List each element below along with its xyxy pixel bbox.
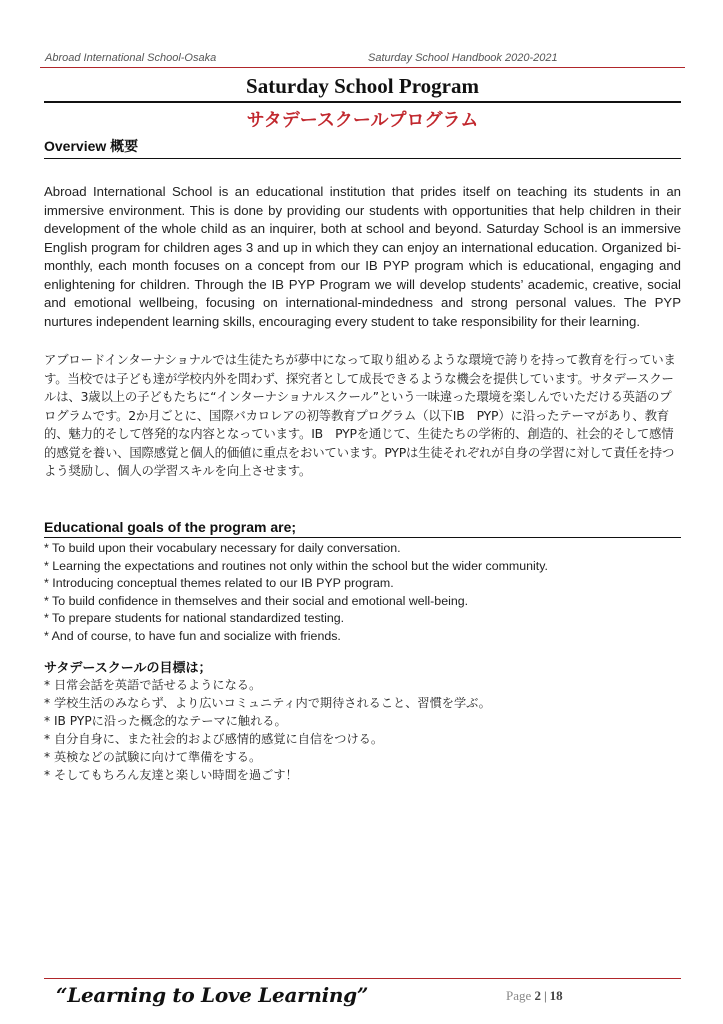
header-divider (40, 67, 685, 68)
overview-heading: Overview 概要 (44, 136, 681, 159)
goals-heading-japanese: サタデースクールの目標は； (44, 661, 212, 676)
header-school-name: Abroad International School-Osaka (45, 52, 217, 64)
goals-list (44, 540, 681, 646)
footer-divider (44, 978, 681, 979)
goal-item: * Learning the expectations and routines not only within the school but the wider community. (44, 558, 548, 573)
goal-item: * Introducing conceptual themes related to our IB PYP program. (44, 576, 394, 591)
goals-list-japanese (44, 676, 681, 784)
goal-item-japanese: * 学校生活のみならず、より広いコミュニティ内で期待されること、習慣を学ぶ。 (44, 696, 491, 710)
overview-paragraph-english: Abroad International School is an educational institution that prides itself on teaching its students in an immersive environment. This is done by providing our students with opportunities that help children in their development of the whole child as an inquirer, both at school and beyond. Saturday School is an immersive English program for children ages 3 and up in which they can enjoy an international education. Organized bi-monthly, each month focuses on a concept from our IB PYP program which is educational, engaging and enlightening for children. Through the IB PYP Program we will develop students’ academic, creative, social and emotional wellbeing, focusing on international-mindedness and strong personal values. The PYP nurtures independent learning skills, encouraging every student to take responsibility for their learning. (44, 184, 681, 329)
goal-item: * To build upon their vocabulary necessary for daily conversation. (44, 541, 401, 555)
page-number-separator: | (544, 988, 547, 1003)
header-handbook-title: Saturday School Handbook 2020-2021 (368, 52, 558, 64)
goal-item-japanese: * 英検などの試験に向けて準備をする。 (44, 750, 262, 764)
goals-heading: Educational goals of the program are; (44, 519, 681, 538)
page-number-label: Page (506, 988, 532, 1003)
goal-item: * To build confidence in themselves and their social and emotional well-being. (44, 593, 469, 608)
page-subtitle-japanese: サタデースクールプログラム (246, 110, 479, 131)
goal-item-japanese: * 自分自身に、また社会的および感情的感覚に自信をつける。 (44, 732, 384, 746)
title-underline (44, 101, 681, 103)
goal-item-japanese: * そしてもちろん友達と楽しい時間を過ごす！ (44, 768, 298, 782)
page-title: Saturday School Program (246, 74, 479, 98)
goal-item: * To prepare students for national standardized testing. (44, 611, 345, 626)
goal-item: * And of course, to have fun and socialize with friends. (44, 628, 341, 643)
overview-paragraph-japanese: アブロードインターナショナルでは生徒たちが夢中になって取り組めるような環境で誇りを持って教育を行っています。当校では子ども達が学校内外を問わず、探究者として成長できるような機会を提供しています。サタデースクールは、3歳以上の子どもたちに“インターナショナルスクール”という一味違った環境を楽しんでいただける英語のプログラムです。2か月ごとに、国際バカロレアの初等教育プログラム（以下IB PYP）に沿ったテーマがあり、教育的、魅力的そして啓発的な内容となっています。IB PYPを通じて、生徒たちの学術的、創造的、社会的そして感情的感覚を養い、国際感覚と個人的価値に重点をおいています。PYPは生徒それぞれが自身の学習に対して責任を持つよう奨励し、個人の学習スキルを向上させます。 (44, 352, 676, 479)
page-number-total: 18 (549, 988, 563, 1003)
goal-item-japanese: * IB PYPに沿った概念的なテーマに触れる。 (44, 714, 287, 728)
page-number (506, 988, 563, 1004)
footer-motto: “Learning to Love Learning” (56, 983, 369, 1007)
page-number-current: 2 (534, 988, 542, 1003)
goal-item-japanese: * 日常会話を英語で話せるようになる。 (44, 678, 262, 692)
